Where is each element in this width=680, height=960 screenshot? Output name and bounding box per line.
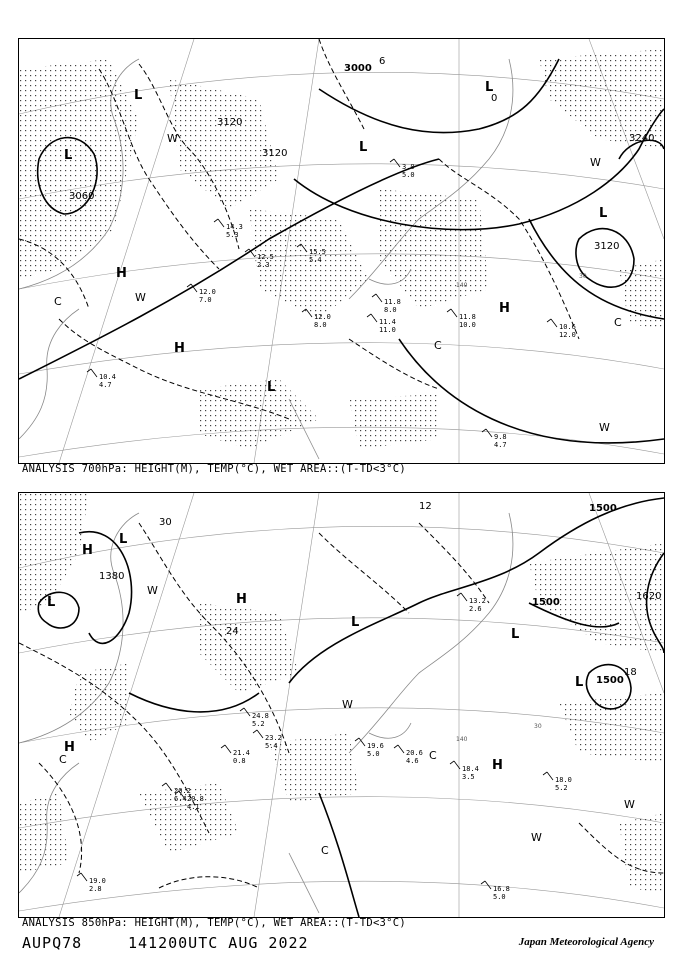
pressure-system-warm: W <box>167 132 178 145</box>
station-temperature: 11.8 <box>459 313 476 321</box>
wind-barb <box>390 159 400 167</box>
pressure-system-high: H <box>82 543 93 558</box>
pressure-system-isotherm: 12 <box>419 501 432 512</box>
station-temperature: 15.5 <box>309 248 326 256</box>
pressure-system-low: L <box>485 80 494 95</box>
graticule-label: 30 <box>534 723 542 730</box>
station-temperature: 11.8 <box>384 298 401 306</box>
agency-name: Japan Meteorological Agency <box>518 936 654 948</box>
pressure-system-high: H <box>492 758 503 773</box>
pressure-system-low: L <box>64 148 73 163</box>
station-dewpoint-depression: 0.8 <box>233 757 246 765</box>
wind-barb <box>457 593 467 601</box>
pressure-system-isotherm: 30 <box>159 517 172 528</box>
pressure-system-cold: C <box>321 844 329 857</box>
station-plot <box>390 159 415 179</box>
station-dewpoint-depression: 4.7 <box>99 381 112 389</box>
pressure-system-low: L <box>359 140 368 155</box>
pressure-system-low: L <box>599 206 608 221</box>
wind-barb <box>372 294 382 302</box>
pressure-system-isotherm: 6 <box>379 56 386 67</box>
graticule-label: 140 <box>456 282 468 289</box>
graticule-label: 30 <box>579 273 587 280</box>
station-dewpoint-depression: 4.6 <box>406 757 419 765</box>
station-plot <box>87 369 116 389</box>
pressure-system-low: L <box>511 627 520 642</box>
pressure-system-warm: W <box>135 291 146 304</box>
station-dewpoint-depression: 11.0 <box>379 326 396 334</box>
height-contour-label: 3120 <box>262 148 288 159</box>
station-dewpoint-depression: 4.1 <box>187 803 200 811</box>
pressure-system-high: H <box>236 592 247 607</box>
map-700hpa-svg <box>19 39 664 463</box>
station-plot <box>481 881 510 901</box>
station-temperature: 13.2 <box>469 597 486 605</box>
pressure-system-high: H <box>64 740 75 755</box>
pressure-system-low: L <box>47 595 56 610</box>
pressure-system-cold: C <box>429 749 437 762</box>
wind-barb <box>450 761 460 769</box>
wind-barb <box>482 429 492 437</box>
station-temperature: 21.4 <box>233 749 250 757</box>
station-temperature: 19.6 <box>367 742 384 750</box>
station-plot <box>450 761 479 781</box>
station-dewpoint-depression: 5.2 <box>252 720 265 728</box>
station-temperature: 18.0 <box>555 776 572 784</box>
pressure-system-warm: W <box>531 831 542 844</box>
pressure-system-warm: W <box>590 156 601 169</box>
station-dewpoint-depression: 10.0 <box>459 321 476 329</box>
station-dewpoint-depression: 5.0 <box>367 750 380 758</box>
station-temperature: 19.0 <box>89 877 106 885</box>
chart-code: AUPQ78 <box>22 934 83 952</box>
pressure-system-low: L <box>119 532 128 547</box>
station-plot <box>77 873 106 893</box>
wind-barb <box>367 314 377 322</box>
pressure-system-low: L <box>351 615 360 630</box>
station-plot <box>214 219 243 239</box>
station-temperature: 11.4 <box>379 318 396 326</box>
height-contour-label: 1500 <box>532 597 560 608</box>
station-dewpoint-depression: 4.7 <box>494 441 507 449</box>
wind-barb <box>543 772 553 780</box>
station-temperature: 12.0 <box>314 313 331 321</box>
station-temperature: 20.6 <box>406 749 423 757</box>
pressure-system-high: H <box>499 301 510 316</box>
pressure-system-cold: C <box>54 295 62 308</box>
pressure-system-isotherm: 24 <box>226 626 239 637</box>
station-plot <box>240 708 269 728</box>
wind-barb <box>221 745 231 753</box>
station-temperature: 9.8 <box>494 433 507 441</box>
station-temperature: 3.0 <box>402 163 415 171</box>
station-temperature: 23.2 <box>265 734 282 742</box>
wind-barb <box>214 219 224 227</box>
caption-700hpa: ANALYSIS 700hPa: HEIGHT(M), TEMP(°C), WET AREA::(T-TD<3°C) <box>22 463 407 475</box>
wind-barb <box>77 873 87 881</box>
station-temperature: 20.2 <box>174 787 191 795</box>
station-temperature: 12.0 <box>199 288 216 296</box>
height-contour-label: 3120 <box>217 117 243 128</box>
station-plot <box>447 309 476 329</box>
pressure-system-warm: W <box>147 584 158 597</box>
wet-area <box>19 49 664 449</box>
pressure-system-warm: W <box>599 421 610 434</box>
station-dewpoint-depression: 5.4 <box>309 256 322 264</box>
wind-barb <box>547 319 557 327</box>
valid-time: 141200UTC AUG 2022 <box>128 934 309 952</box>
station-dewpoint-depression: 12.0 <box>559 331 576 339</box>
pressure-system-low: L <box>267 380 276 395</box>
graticule-label: 140 <box>456 736 468 743</box>
station-plot <box>355 738 384 758</box>
height-contour-label: 1500 <box>589 503 617 514</box>
pressure-system-cold: C <box>434 339 442 352</box>
station-temperature: 20.8 <box>187 795 204 803</box>
station-temperature: 10.4 <box>99 373 116 381</box>
height-contour-label: 3120 <box>594 241 620 252</box>
map-850hpa-svg <box>19 493 664 917</box>
wind-barb <box>394 745 404 753</box>
map-panel-850hpa <box>18 492 665 918</box>
height-contour-label: 3000 <box>344 63 372 74</box>
station-dewpoint-depression: 2.8 <box>89 885 102 893</box>
station-dewpoint-depression: 2.3 <box>257 261 270 269</box>
station-dewpoint-depression: 6.4 <box>174 795 187 803</box>
station-dewpoint-depression: 8.0 <box>384 306 397 314</box>
station-plot <box>367 314 396 334</box>
station-temperature: 16.8 <box>493 885 510 893</box>
station-plot <box>457 593 486 613</box>
height-contour-label: 1380 <box>99 571 125 582</box>
station-temperature: 10.6 <box>559 323 576 331</box>
pressure-system-high: H <box>174 341 185 356</box>
station-temperature: 18.4 <box>462 765 479 773</box>
wind-barb <box>253 730 263 738</box>
pressure-system-high: H <box>116 266 127 281</box>
pressure-system-cold: C <box>59 753 67 766</box>
pressure-system-cold: C <box>614 316 622 329</box>
station-dewpoint-depression: 3.5 <box>462 773 475 781</box>
station-temperature: 14.3 <box>226 223 243 231</box>
station-plot <box>394 745 423 765</box>
wet-area <box>19 493 664 893</box>
caption-850hpa: ANALYSIS 850hPa: HEIGHT(M), TEMP(°C), WET AREA::(T-TD<3°C) <box>22 917 407 929</box>
wind-barb <box>240 708 250 716</box>
pressure-system-isotherm: 18 <box>624 667 637 678</box>
station-plot <box>253 730 282 750</box>
station-dewpoint-depression: 5.3 <box>226 231 239 239</box>
station-plot <box>543 772 572 792</box>
map-labels-850 <box>47 501 661 857</box>
wind-barb <box>447 309 457 317</box>
station-temperature: 24.8 <box>252 712 269 720</box>
height-contour-label: 3060 <box>69 191 95 202</box>
station-dewpoint-depression: 5.0 <box>493 893 506 901</box>
station-dewpoint-depression: 7.0 <box>199 296 212 304</box>
pressure-system-warm: W <box>624 798 635 811</box>
station-temperature: 12.5 <box>257 253 274 261</box>
station-dewpoint-depression: 5.2 <box>555 784 568 792</box>
station-dewpoint-depression: 8.0 <box>314 321 327 329</box>
station-plot <box>372 294 401 314</box>
height-contour-label: 3240 <box>629 133 655 144</box>
station-dewpoint-depression: 5.0 <box>402 171 415 179</box>
map-labels-700 <box>54 56 654 434</box>
pressure-system-warm: W <box>342 698 353 711</box>
pressure-system-isotherm: 0 <box>491 93 498 104</box>
pressure-system-low: L <box>134 88 143 103</box>
height-contour-label: 1500 <box>596 675 624 686</box>
station-dewpoint-depression: 2.6 <box>469 605 482 613</box>
pressure-system-low: L <box>575 675 584 690</box>
station-plot <box>221 745 250 765</box>
map-panel-700hpa <box>18 38 665 464</box>
height-contour-label: 1620 <box>636 591 662 602</box>
station-dewpoint-depression: 5.4 <box>265 742 278 750</box>
